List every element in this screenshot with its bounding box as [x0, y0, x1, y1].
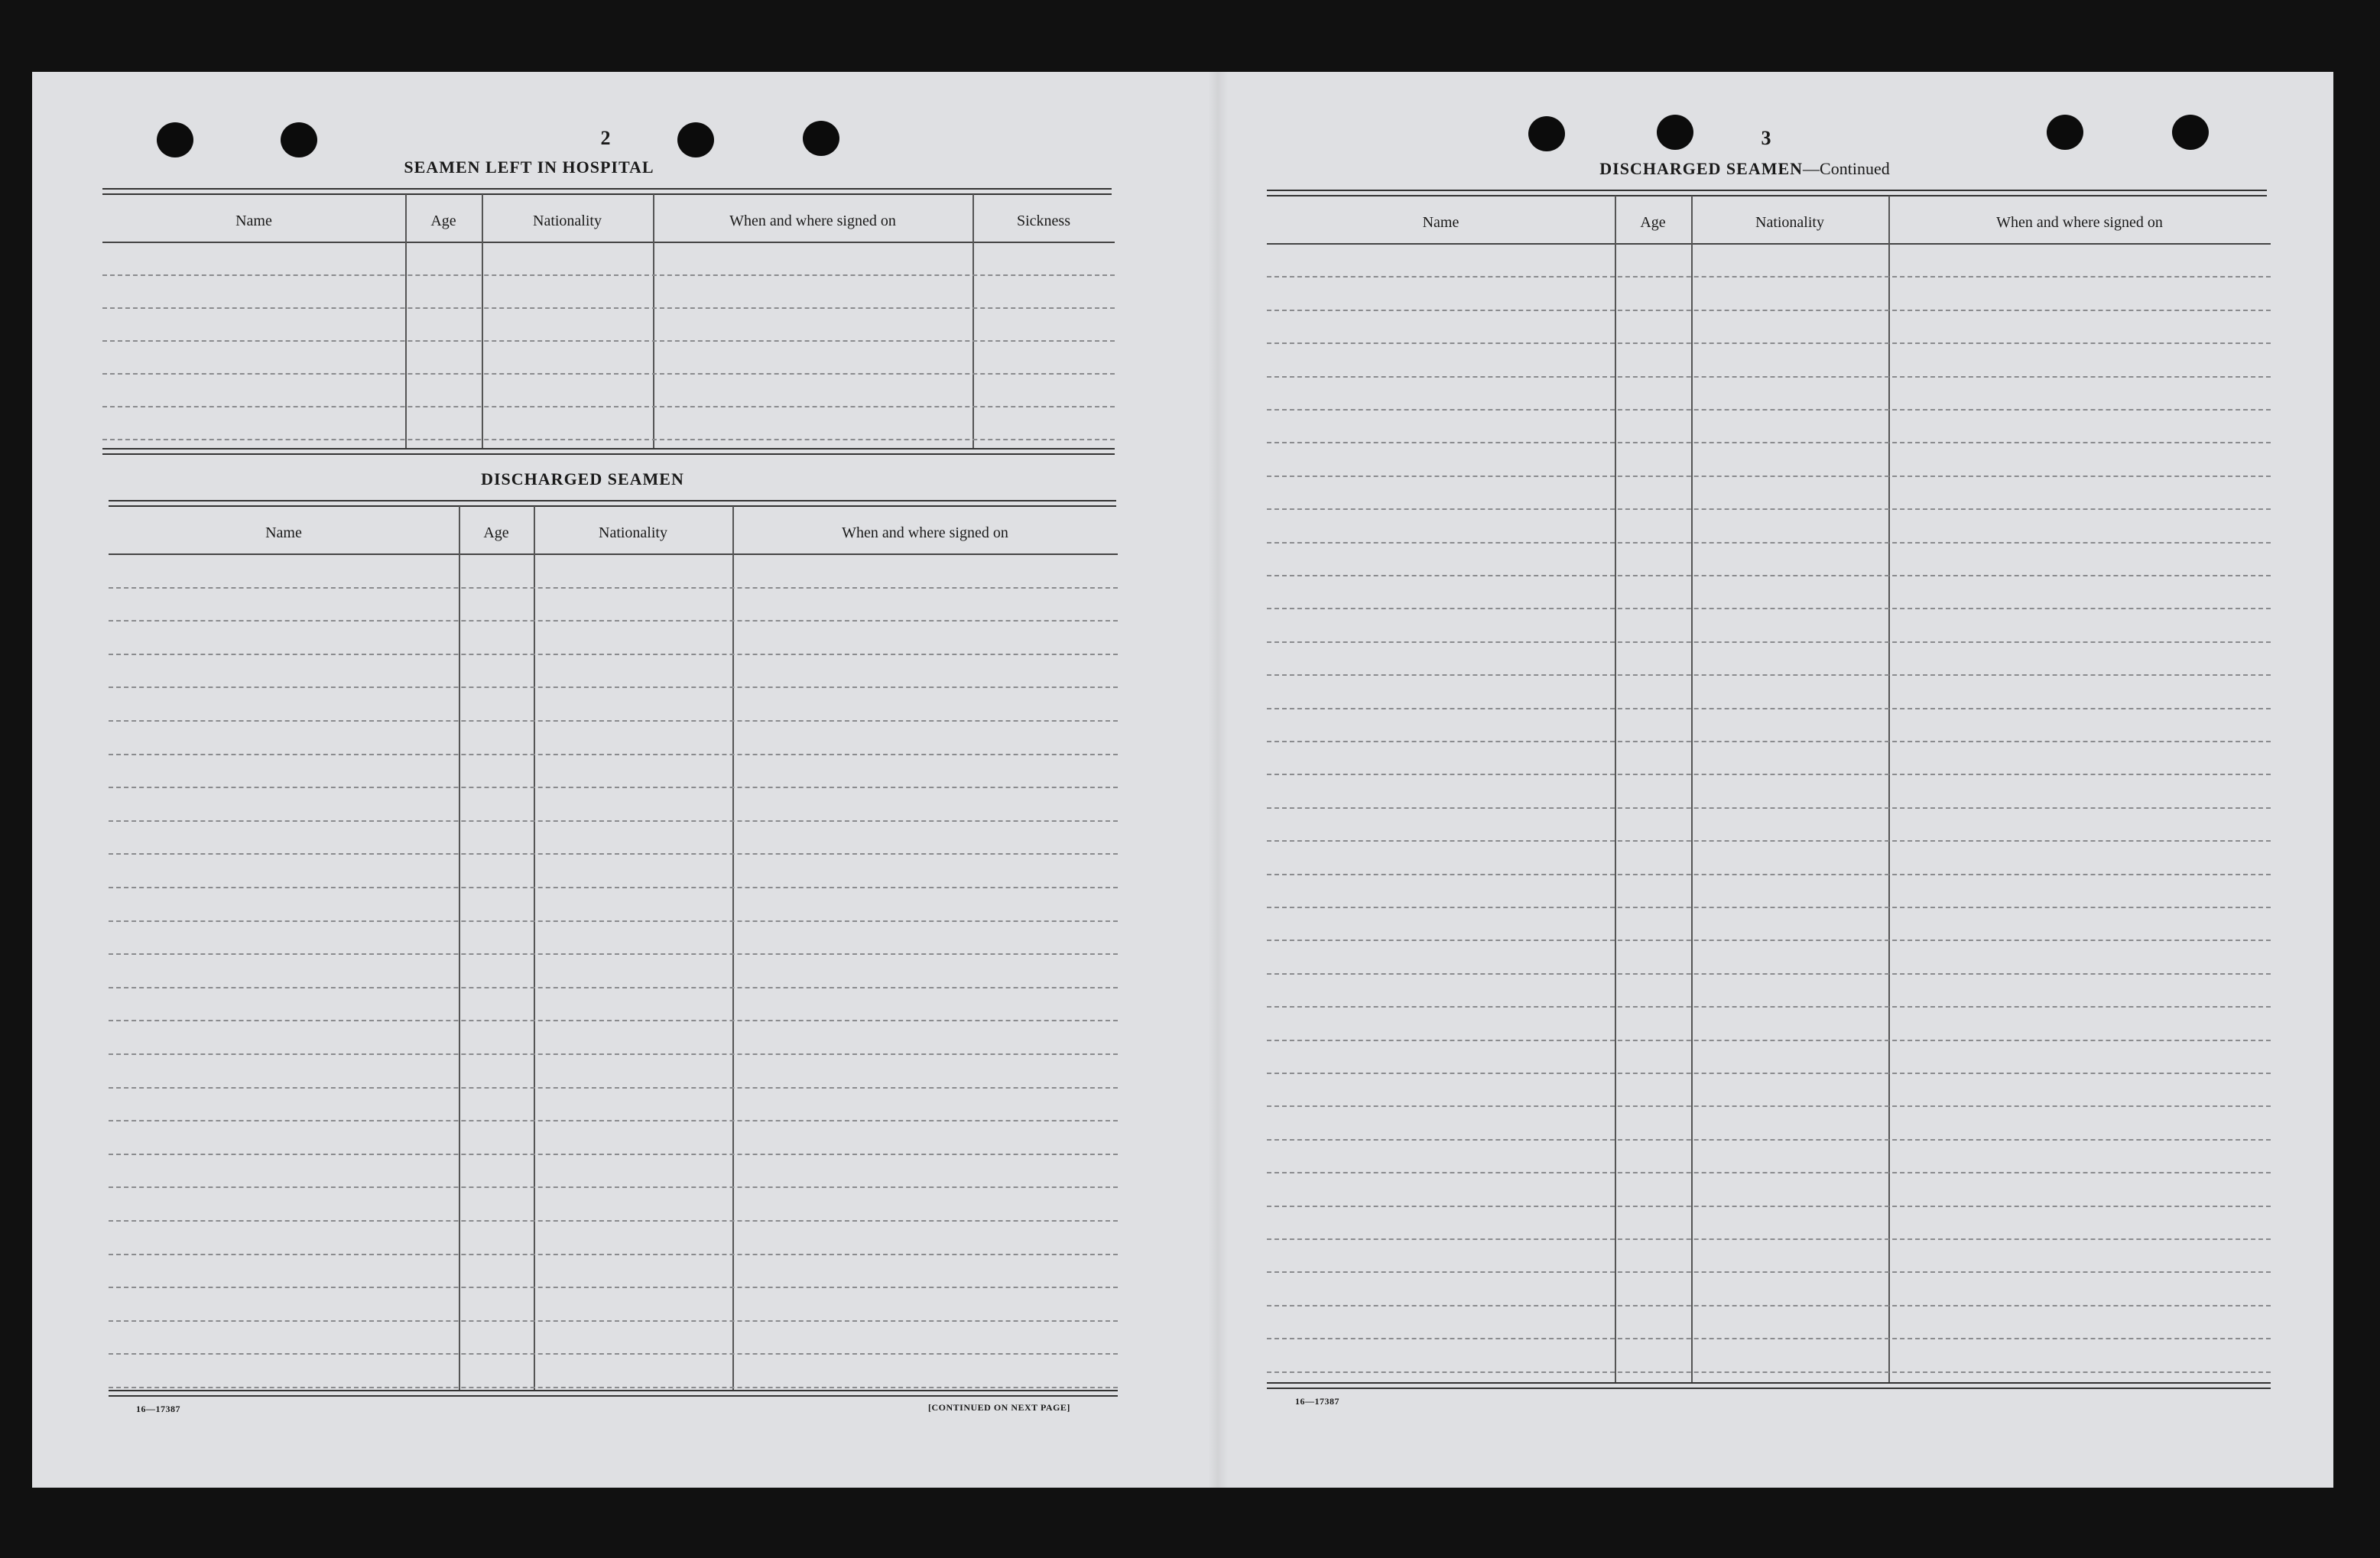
punch-hole: [2172, 115, 2209, 150]
writing-line: [1267, 442, 2271, 443]
column-header: When and where signed on: [729, 213, 896, 229]
page-number-left: 2: [600, 127, 611, 149]
writing-line: [109, 1320, 1118, 1322]
page-number-right: 3: [1761, 127, 1771, 149]
writing-line: [109, 686, 1118, 688]
writing-line: [1267, 542, 2271, 544]
writing-line: [102, 274, 1115, 276]
writing-line: [1267, 476, 2271, 477]
writing-line: [1267, 1371, 2271, 1373]
writing-line: [1267, 1073, 2271, 1074]
column-header: When and where signed on: [1996, 214, 2163, 231]
column-divider: [1888, 196, 1890, 1382]
punch-hole: [677, 122, 714, 157]
discharged-table-top-rule: [109, 500, 1116, 507]
writing-line: [1267, 708, 2271, 709]
writing-line: [1267, 874, 2271, 875]
writing-line: [109, 1087, 1118, 1089]
punch-hole: [157, 122, 193, 157]
writing-line: [109, 1053, 1118, 1055]
form-number-left: 16—17387: [136, 1404, 180, 1414]
writing-line: [1267, 409, 2271, 411]
writing-line: [1267, 973, 2271, 975]
writing-line: [1267, 840, 2271, 842]
writing-line: [109, 587, 1118, 589]
writing-line: [1267, 641, 2271, 643]
punch-hole: [281, 122, 317, 157]
table-bottom-rule: [102, 448, 1115, 455]
writing-line: [1267, 1206, 2271, 1207]
column-header: Age: [430, 213, 456, 229]
column-divider: [405, 194, 407, 448]
writing-line: [1267, 1271, 2271, 1273]
column-header: When and where signed on: [842, 524, 1008, 541]
column-divider: [482, 194, 483, 448]
column-header: Name: [235, 213, 272, 229]
hospital-table-title: SEAMEN LEFT IN HOSPITAL: [404, 157, 654, 177]
writing-line: [109, 887, 1118, 888]
writing-line: [1267, 774, 2271, 775]
writing-line: [1267, 1105, 2271, 1107]
column-header: Nationality: [599, 524, 667, 541]
discharged-continued-title: [1546, 159, 1943, 179]
writing-line: [109, 1287, 1118, 1288]
column-header: Age: [1640, 214, 1666, 231]
discharged-continued-title-main: DISCHARGED SEAMEN: [1599, 159, 1804, 178]
writing-line: [102, 340, 1115, 342]
writing-line: [109, 820, 1118, 822]
column-divider: [653, 194, 654, 448]
column-divider: [972, 194, 974, 448]
column-header: Name: [1422, 214, 1459, 231]
writing-line: [1267, 1305, 2271, 1306]
column-header: Age: [483, 524, 509, 541]
column-divider: [459, 506, 460, 1390]
writing-line: [109, 787, 1118, 788]
column-divider: [534, 506, 535, 1390]
writing-line: [109, 1220, 1118, 1222]
writing-line: [1267, 1238, 2271, 1240]
document-sheet: [32, 72, 2333, 1488]
punch-hole: [803, 121, 839, 156]
writing-line: [1267, 1172, 2271, 1173]
writing-line: [102, 307, 1115, 309]
writing-line: [109, 1353, 1118, 1355]
writing-line: [1267, 376, 2271, 378]
writing-line: [109, 720, 1118, 722]
writing-line: [1267, 1338, 2271, 1339]
continued-note: [CONTINUED ON NEXT PAGE]: [928, 1402, 1070, 1413]
writing-line: [109, 754, 1118, 755]
writing-line: [102, 439, 1115, 440]
writing-line: [1267, 940, 2271, 941]
table-bottom-rule: [109, 1390, 1118, 1397]
writing-line: [1267, 608, 2271, 609]
discharged-table-title: DISCHARGED SEAMEN: [481, 469, 684, 488]
column-header: Name: [265, 524, 302, 541]
punch-hole: [2047, 115, 2083, 150]
right-table-top-rule: [1267, 190, 2267, 196]
table-bottom-rule: [1267, 1382, 2271, 1389]
writing-line: [1267, 1040, 2271, 1041]
writing-line: [1267, 310, 2271, 311]
header-underline: [1267, 243, 2271, 245]
writing-line: [1267, 575, 2271, 576]
punch-hole: [1528, 116, 1565, 151]
writing-line: [102, 406, 1115, 407]
column-header: Sickness: [1017, 213, 1070, 229]
writing-line: [109, 654, 1118, 655]
column-divider: [1691, 196, 1693, 1382]
writing-line: [109, 1020, 1118, 1021]
writing-line: [1267, 741, 2271, 742]
writing-line: [109, 1387, 1118, 1388]
page-fold: [1208, 72, 1228, 1488]
writing-line: [109, 853, 1118, 855]
hospital-table-top-rule: [102, 188, 1112, 195]
punch-hole: [1657, 115, 1693, 150]
writing-line: [1267, 1139, 2271, 1141]
column-divider: [732, 506, 734, 1390]
writing-line: [109, 1154, 1118, 1155]
writing-line: [109, 920, 1118, 922]
writing-line: [1267, 508, 2271, 510]
writing-line: [102, 373, 1115, 375]
discharged-continued-title-suffix: —Continued: [1803, 159, 1890, 178]
column-divider: [1615, 196, 1616, 1382]
header-underline: [109, 553, 1118, 555]
header-underline: [102, 242, 1115, 243]
writing-line: [1267, 907, 2271, 908]
writing-line: [1267, 674, 2271, 676]
writing-line: [109, 620, 1118, 622]
writing-line: [109, 953, 1118, 955]
writing-line: [1267, 342, 2271, 344]
writing-line: [109, 1120, 1118, 1121]
writing-line: [109, 987, 1118, 988]
writing-line: [109, 1254, 1118, 1255]
writing-line: [1267, 807, 2271, 809]
writing-line: [1267, 1006, 2271, 1008]
form-number-right: 16—17387: [1295, 1396, 1339, 1407]
writing-line: [109, 1186, 1118, 1188]
column-header: Nationality: [533, 213, 602, 229]
writing-line: [1267, 276, 2271, 278]
column-header: Nationality: [1755, 214, 1824, 231]
